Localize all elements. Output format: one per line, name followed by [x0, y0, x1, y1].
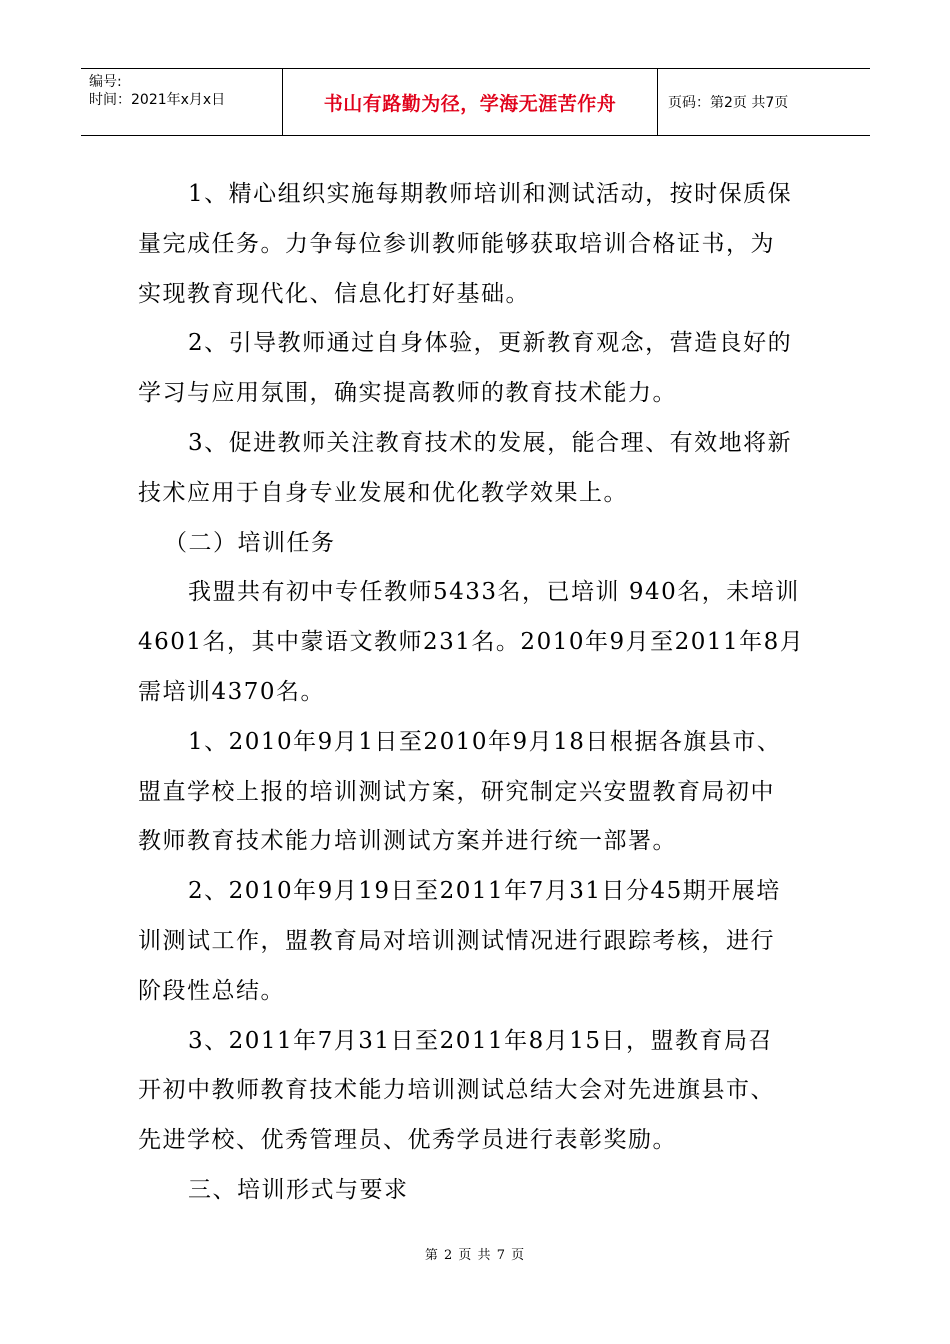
page-header: [81, 68, 870, 136]
header-motto: 书山有路勤为径，学海无涯苦作舟: [283, 69, 658, 135]
text-line: 学习与应用氛围，确实提高教师的教育技术能力。: [138, 380, 677, 407]
section-heading: （二）培训任务: [164, 529, 336, 556]
date-label: 时间：2021年x月x日: [89, 92, 226, 108]
page-footer: 第 2 页 共 7 页: [424, 1248, 526, 1263]
header-page-code: 页码：第2页 共7页: [668, 95, 789, 111]
text-line: 先进学校、优秀管理员、优秀学员进行表彰奖励。: [138, 1127, 677, 1154]
text-line: 训测试工作，盟教育局对培训测试情况进行跟踪考核，进行: [138, 927, 775, 954]
text-line: 3、2011年7月31日至2011年8月15日，盟教育局召: [188, 1027, 773, 1054]
text-line: 实现教育现代化、信息化打好基础。: [138, 280, 530, 307]
text-line: 2、引导教师通过自身体验，更新教育观念，营造良好的: [188, 330, 793, 357]
text-line: 1、2010年9月1日至2010年9月18日根据各旗县市、: [188, 728, 782, 755]
text-line: 量完成任务。力争每位参训教师能够获取培训合格证书，为: [138, 230, 775, 257]
text-line: 开初中教师教育技术能力培训测试总结大会对先进旗县市、: [138, 1077, 775, 1104]
text-line: 需培训4370名。: [138, 678, 326, 705]
document-body: [138, 170, 818, 1216]
section-heading: 三、培训形式与要求: [188, 1176, 409, 1203]
text-line: 教师教育技术能力培训测试方案并进行统一部署。: [138, 828, 677, 855]
text-line: 阶段性总结。: [138, 977, 285, 1004]
text-line: 技术应用于自身专业发展和优化教学效果上。: [138, 479, 628, 506]
header-meta: [81, 69, 283, 135]
text-line: 我盟共有初中专任教师5433名，已培训 940名，未培训: [188, 579, 800, 606]
text-line: 1、精心组织实施每期教师培训和测试活动，按时保质保: [188, 181, 793, 207]
text-line: 盟直学校上报的培训测试方案，研究制定兴安盟教育局初中: [138, 778, 775, 805]
text-line: 2、2010年9月19日至2011年7月31日分45期开展培: [188, 878, 781, 905]
number-label: 编号:: [89, 74, 122, 90]
text-line: 4601名，其中蒙语文教师231名。2010年9月至2011年8月: [138, 629, 805, 656]
text-line: 3、促进教师关注教育技术的发展，能合理、有效地将新: [188, 429, 793, 456]
